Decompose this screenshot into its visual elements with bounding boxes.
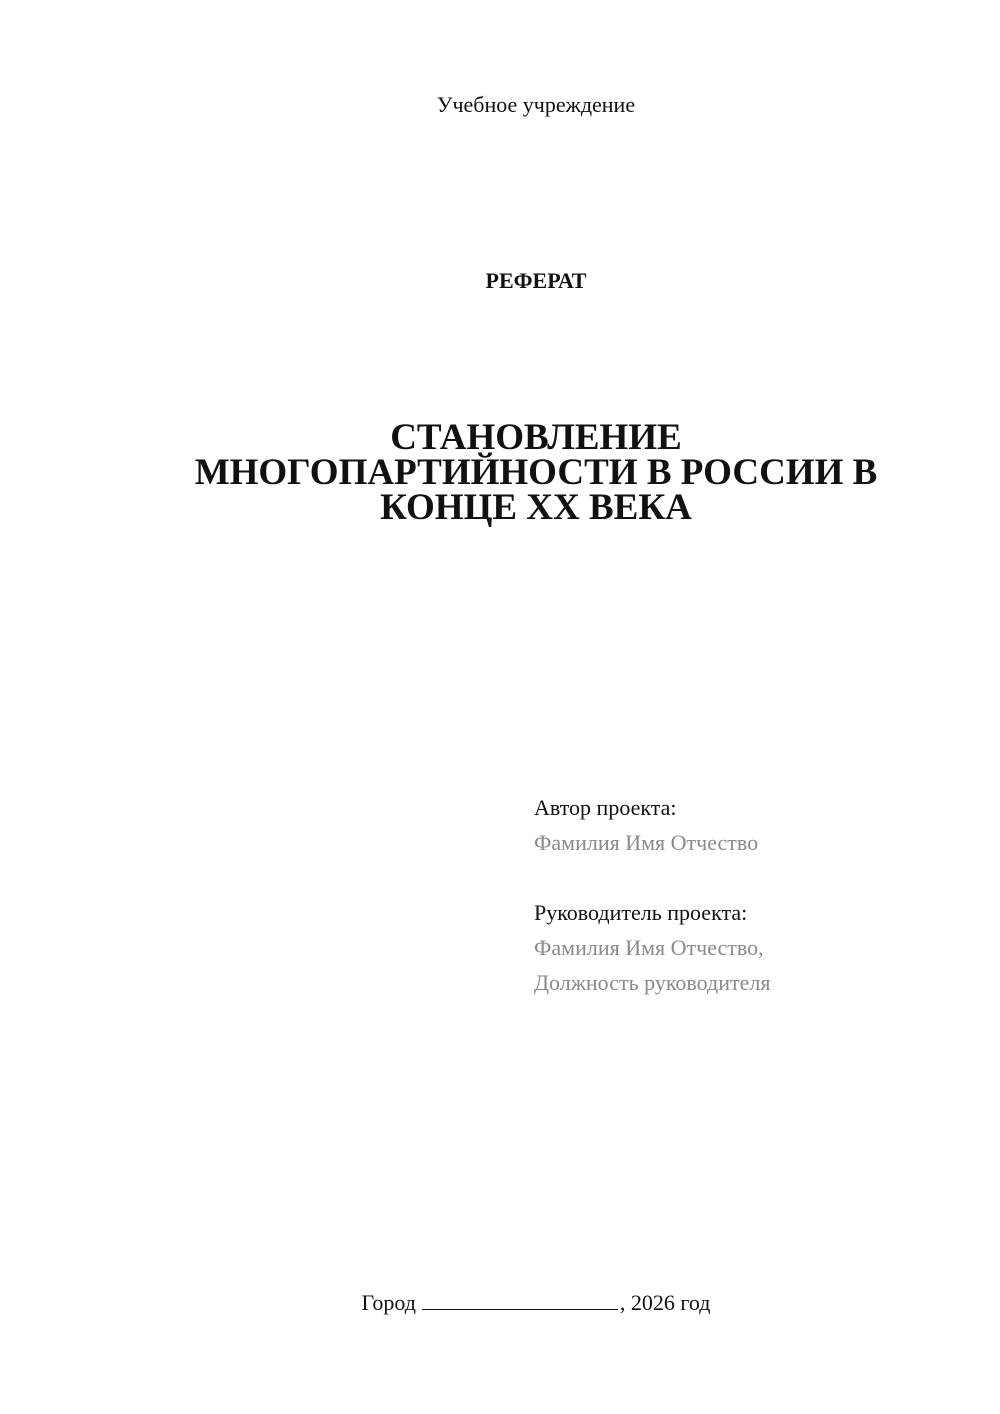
title-line-3: КОНЦЕ XX ВЕКА bbox=[380, 487, 692, 528]
supervisor-name: Фамилия Имя Отчество, bbox=[534, 935, 764, 960]
project-credits bbox=[534, 790, 974, 1000]
document-title bbox=[100, 417, 972, 528]
author-label: Автор проекта: bbox=[534, 795, 677, 820]
document-type: РЕФЕРАТ bbox=[485, 268, 587, 293]
title-line-1: СТАНОВЛЕНИЕ bbox=[390, 417, 682, 458]
city-blank-line bbox=[422, 1290, 618, 1310]
institution-name: Учебное учреждение bbox=[436, 92, 636, 117]
credits-spacer bbox=[534, 860, 974, 895]
year-text: , 2026 год bbox=[619, 1290, 711, 1315]
city-label: Город bbox=[361, 1290, 416, 1315]
title-line-2: МНОГОПАРТИЙНОСТИ В РОССИИ В bbox=[194, 452, 878, 493]
city-year-line bbox=[0, 1290, 1000, 1316]
author-name: Фамилия Имя Отчество bbox=[534, 830, 759, 855]
supervisor-label: Руководитель проекта: bbox=[534, 900, 748, 925]
supervisor-position: Должность руководителя bbox=[534, 970, 771, 995]
